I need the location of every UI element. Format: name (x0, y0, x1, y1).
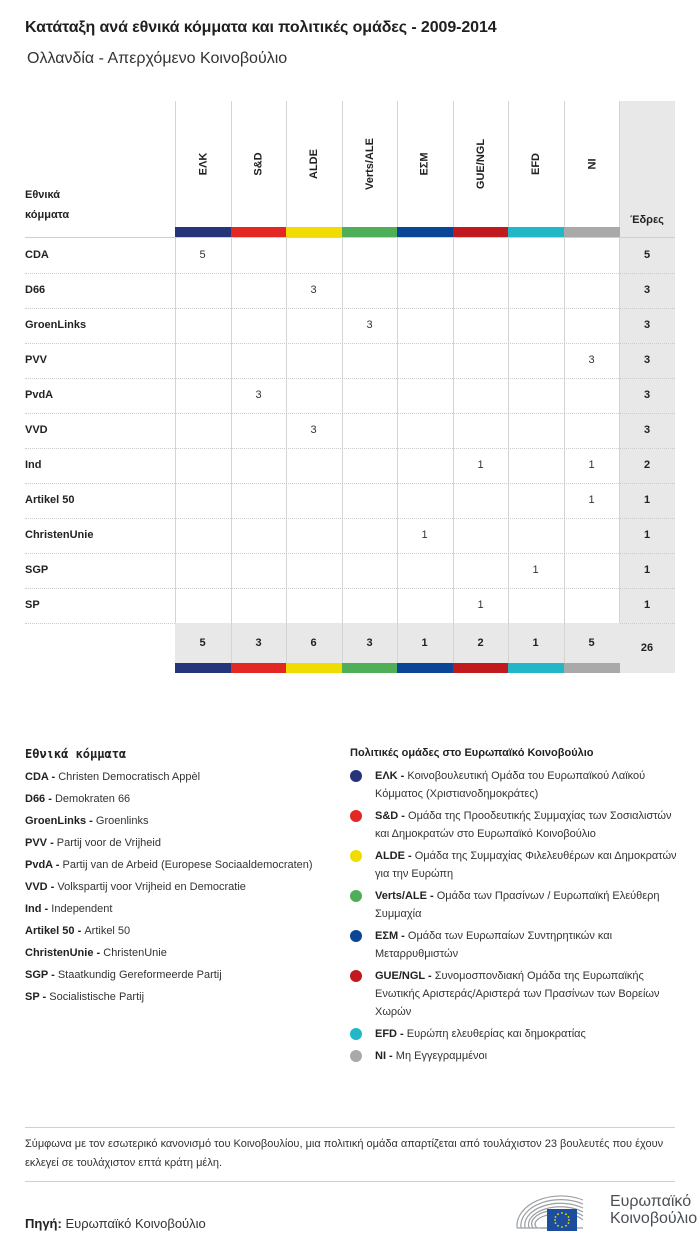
group-color-dot-icon (350, 930, 362, 942)
group-header: NI (586, 158, 598, 169)
group-header: ΕΣΜ (418, 151, 431, 176)
party-legend-item: CDA - Christen Democratisch Appèl (25, 771, 201, 783)
group-color-bar-bottom (453, 663, 509, 673)
group-header: ΕΛΚ (197, 152, 209, 175)
group-color-bar-bottom (397, 663, 453, 673)
column-line (564, 623, 565, 663)
group-color-dot-icon (350, 770, 362, 782)
table-row (25, 273, 675, 308)
source-value: Ευρωπαϊκό Κοινοβούλιο (65, 1216, 206, 1231)
group-legend-item: EFD - Ευρώπη ελευθερίας και δημοκρατίας (350, 1025, 680, 1043)
grand-total: 26 (640, 642, 654, 654)
seats-table (25, 101, 675, 673)
divider-top (25, 1127, 675, 1128)
group-color-dot-icon (350, 1050, 362, 1062)
group-color-bar-bottom (286, 663, 342, 673)
row-total: 1 (643, 599, 651, 611)
column-line (342, 623, 343, 663)
group-color-bar (453, 227, 509, 237)
group-color-dot-icon (350, 970, 362, 982)
group-total: 5 (588, 637, 595, 649)
group-color-bar-bottom (342, 663, 398, 673)
page-subtitle: Ολλανδία - Απερχόμενο Κοινοβούλιο (27, 50, 288, 67)
row-total: 3 (643, 389, 651, 401)
group-color-bar (508, 227, 564, 237)
group-header: ALDE (307, 148, 320, 179)
party-legend-item: PvdA - Partij van de Arbeid (Europese Sociaaldemocraten) (25, 859, 313, 871)
party-name: Artikel 50 (25, 494, 75, 506)
party-name: SGP (25, 564, 49, 576)
group-legend-item: ΕΛΚ - Κοινοβουλευτική Ομάδα του Ευρωπαϊκού Λαϊκού Κόμματος (Χριστιανοδημοκράτες) (350, 767, 680, 803)
party-legend-list (25, 768, 325, 1006)
party-name: VVD (25, 424, 48, 436)
table-row (25, 483, 675, 518)
party-name: D66 (25, 284, 46, 296)
logo-text: Ευρωπαϊκό Κοινοβούλιο (610, 1193, 698, 1227)
party-name: PVV (25, 354, 48, 366)
group-color-bar-bottom (508, 663, 564, 673)
party-legend-item: SP - Socialistische Partij (25, 991, 145, 1003)
seat-cell: 1 (588, 459, 595, 471)
seat-cell: 3 (255, 389, 262, 401)
group-header: GUE/NGL (475, 138, 487, 189)
group-color-dot-icon (350, 1028, 362, 1040)
table-row (25, 308, 675, 343)
group-color-dot-icon (350, 890, 362, 902)
divider-bottom (25, 1181, 675, 1182)
seats-header: Έδρες (630, 214, 664, 226)
group-legend-item: NI - Μη Εγγεγραμμένοι (350, 1047, 680, 1065)
party-legend-item: SGP - Staatkundig Gereformeerde Partij (25, 969, 222, 981)
party-legend (25, 747, 325, 1010)
group-total: 2 (477, 637, 484, 649)
table-row (25, 378, 675, 413)
header-divider (25, 237, 675, 238)
group-total: 3 (255, 637, 262, 649)
party-legend-heading: Εθνικά κόμματα (25, 747, 127, 761)
party-legend-item: Artikel 50 - Artikel 50 (25, 925, 131, 937)
group-color-bar-bottom (231, 663, 287, 673)
page-title: Κατάταξη ανά εθνικά κόμματα και πολιτικές ομάδες - 2009-2014 (25, 19, 497, 36)
party-legend-item: Ind - Independent (25, 903, 113, 915)
group-total: 1 (421, 637, 428, 649)
group-color-bar-bottom (564, 663, 620, 673)
group-color-dot-icon (350, 810, 362, 822)
group-color-bar (342, 227, 398, 237)
party-legend-item: VVD - Volkspartij voor Vrijheid en Democratie (25, 881, 246, 893)
seat-cell: 3 (310, 424, 317, 436)
column-line (286, 623, 287, 663)
party-name: CDA (25, 249, 49, 261)
group-legend-list (350, 767, 680, 1065)
row-total: 2 (643, 459, 651, 471)
seat-cell: 1 (588, 494, 595, 506)
party-name: Ind (25, 459, 42, 471)
group-header: EFD (530, 152, 542, 175)
seat-cell: 1 (477, 599, 484, 611)
hemicycle-icon (513, 1192, 605, 1232)
group-legend-item: S&D - Ομάδα της Προοδευτικής Συμμαχίας των Σοσιαλιστών και Δημοκρατών στο Ευρωπαϊκό Κοινοβούλιο (350, 807, 680, 843)
group-total: 3 (366, 637, 373, 649)
row-total: 3 (643, 354, 651, 366)
row-total: 3 (643, 319, 651, 331)
seat-cell: 3 (588, 354, 595, 366)
party-legend-item: PVV - Partij voor de Vrijheid (25, 837, 161, 849)
party-name: SP (25, 599, 40, 611)
seat-cell: 1 (532, 564, 539, 576)
group-legend-heading: Πολιτικές ομάδες στο Ευρωπαϊκό Κοινοβούλιο (350, 747, 594, 759)
group-color-bar (564, 227, 620, 237)
table-row (25, 343, 675, 378)
row-header-label: Εθνικά κόμματα (25, 189, 70, 221)
table-row (25, 448, 675, 483)
group-legend-item: GUE/NGL - Συνομοσπονδιακή Ομάδα της Ευρωπαϊκής Ενωτικής Αριστεράς/Αριστερά των Πρασίνων των Βορείων Χωρών (350, 967, 680, 1021)
table-row (25, 413, 675, 448)
row-total: 1 (643, 564, 651, 576)
group-total: 6 (310, 637, 317, 649)
seat-cell: 5 (199, 249, 206, 261)
group-color-dot-icon (350, 850, 362, 862)
group-total: 1 (532, 637, 539, 649)
row-total: 3 (643, 424, 651, 436)
group-color-bar (286, 227, 342, 237)
row-total: 5 (643, 249, 651, 261)
group-header: Verts/ALE (364, 137, 376, 190)
group-total: 5 (199, 637, 206, 649)
row-total: 3 (643, 284, 651, 296)
column-line (231, 623, 232, 663)
group-color-bar (231, 227, 287, 237)
source-label: Πηγή: (25, 1216, 62, 1231)
group-legend (350, 747, 680, 1069)
column-line (508, 623, 509, 663)
party-legend-item: ChristenUnie - ChristenUnie (25, 947, 167, 959)
table-row (25, 588, 675, 623)
column-line (397, 623, 398, 663)
group-legend-item: Verts/ALE - Ομάδα των Πρασίνων / Ευρωπαϊκή Ελεύθερη Συμμαχία (350, 887, 680, 923)
table-row (25, 518, 675, 553)
seat-cell: 1 (477, 459, 484, 471)
row-total: 1 (643, 529, 651, 541)
seat-cell: 3 (366, 319, 373, 331)
table-row (25, 553, 675, 588)
seat-cell: 1 (421, 529, 428, 541)
party-name: PvdA (25, 389, 54, 401)
source-line (25, 1216, 206, 1231)
footnote: Σύμφωνα με τον εσωτερικό κανονισμό του Κοινοβουλίου, μια πολιτική ομάδα απαρτίζεται από τουλάχιστον 23 βουλευτές που έχουν εκλεγεί σε τουλάχιστον επτά κράτη μέλη. (25, 1138, 664, 1169)
column-line (453, 623, 454, 663)
party-legend-item: GroenLinks - Groenlinks (25, 815, 149, 827)
group-color-bar (397, 227, 453, 237)
group-color-bar-bottom (175, 663, 231, 673)
group-header: S&D (252, 151, 265, 176)
row-total: 1 (643, 494, 651, 506)
party-legend-item: D66 - Demokraten 66 (25, 793, 131, 805)
group-legend-item: ΕΣΜ - Ομάδα των Ευρωπαίων Συντηρητικών και Μεταρρυθμιστών (350, 927, 680, 963)
seat-cell: 3 (310, 284, 317, 296)
party-name: ChristenUnie (25, 529, 94, 541)
european-parliament-logo (513, 1192, 698, 1232)
table-row (25, 238, 675, 273)
party-name: GroenLinks (25, 319, 87, 331)
group-color-bar (175, 227, 231, 237)
group-legend-item: ALDE - Ομάδα της Συμμαχίας Φιλελευθέρων και Δημοκρατών για την Ευρώπη (350, 847, 680, 883)
